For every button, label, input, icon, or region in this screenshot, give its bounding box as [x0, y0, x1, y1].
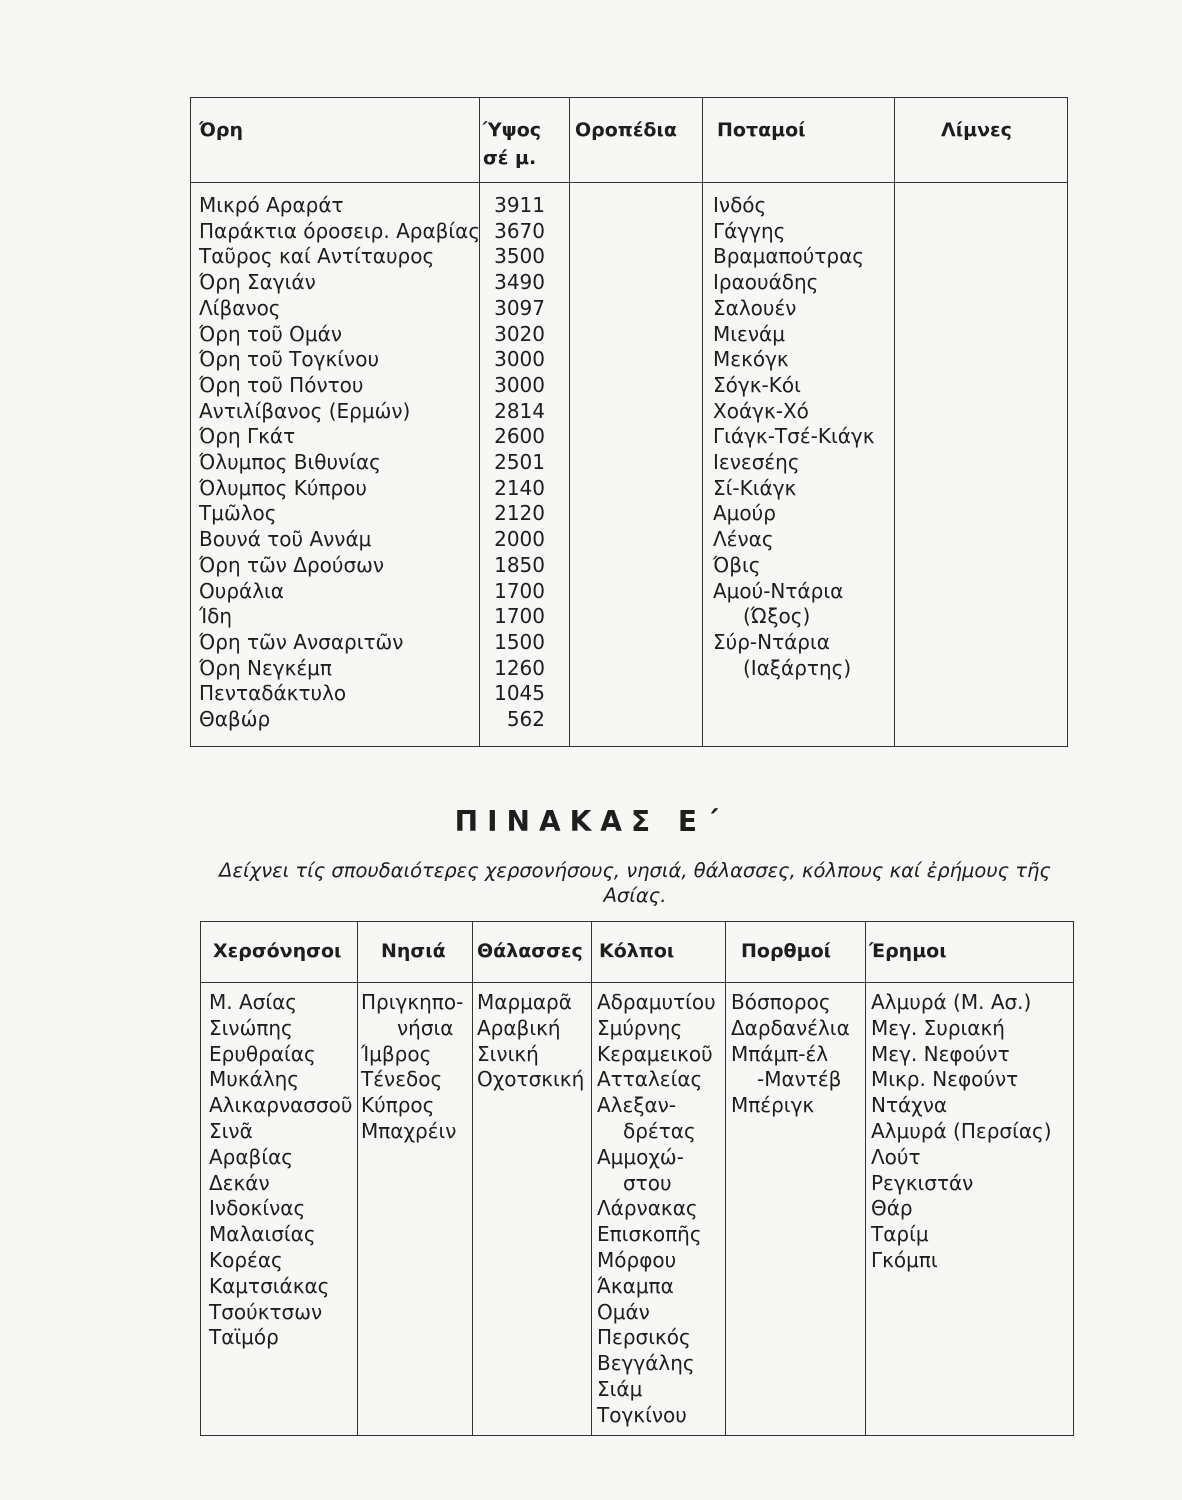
- height-value: 2000: [494, 527, 545, 552]
- height-value: 3097: [494, 295, 545, 320]
- island-name: νήσια: [397, 1015, 454, 1040]
- desert-name: Ταρίμ: [871, 1222, 929, 1247]
- rivers-column: [713, 193, 875, 681]
- strait-name: -Μαντέβ: [757, 1067, 842, 1092]
- mountain-name: Όλυμπος Κύπρου: [199, 475, 367, 500]
- gulf-name: Ομάν: [597, 1299, 650, 1324]
- gulf-name: Αμμοχώ-: [597, 1144, 684, 1169]
- header-plateaus: Οροπέδια: [575, 119, 677, 141]
- header-islands: Νησιά: [381, 940, 446, 962]
- gulf-name: Μόρφου: [597, 1247, 677, 1272]
- desert-name: Μεγ. Συριακή: [871, 1015, 1005, 1040]
- desert-name: Λούτ: [871, 1144, 921, 1169]
- gulf-name: δρέτας: [623, 1118, 696, 1143]
- gulf-name: Άκαμπα: [597, 1273, 674, 1298]
- height-value: 1045: [494, 681, 545, 706]
- header-rivers: Ποταμοί: [717, 119, 806, 141]
- header-straits: Πορθμοί: [741, 940, 832, 962]
- height-value: 2501: [494, 450, 545, 475]
- height-value: 1260: [494, 655, 545, 680]
- mountain-name: Όρη Νεγκέμπ: [199, 655, 332, 680]
- peninsula-name: Ερυθραίας: [209, 1041, 316, 1066]
- peninsula-name: Δεκάν: [209, 1170, 270, 1195]
- mountain-name: Τμῶλος: [199, 501, 277, 526]
- header-divider: [191, 182, 1067, 183]
- river-name: Βραμαπούτρας: [713, 244, 865, 269]
- height-value: 3670: [494, 218, 545, 243]
- column-divider: [357, 922, 358, 1435]
- desert-name: Ντάχνα: [871, 1093, 948, 1118]
- desert-name: Αλμυρά (Περσίας): [871, 1118, 1052, 1143]
- column-divider: [702, 98, 703, 746]
- gulf-name: Κεραμεικοῦ: [597, 1041, 713, 1066]
- river-name: Αμού-Ντάρια: [713, 578, 844, 603]
- desert-name: Ρεγκιστάν: [871, 1170, 974, 1195]
- strait-name: Μπάμπ-έλ: [731, 1041, 829, 1066]
- island-name: Τένεδος: [361, 1067, 443, 1092]
- desert-name: Θάρ: [871, 1196, 913, 1221]
- heights-column: [485, 193, 545, 733]
- islands-column: [361, 990, 463, 1145]
- gulf-name: Αλεξαν-: [597, 1093, 677, 1118]
- gulf-name: Αδραμυτίου: [597, 990, 716, 1014]
- mountain-name: Αντιλίβανος (Ερμών): [199, 398, 411, 423]
- mountain-name: Παράκτια όροσειρ. Αραβίας: [199, 218, 481, 243]
- island-name: Πριγκηπο-: [361, 990, 464, 1014]
- height-value: 2814: [494, 398, 545, 423]
- river-name: Ινδός: [713, 193, 767, 217]
- river-name: Χοάγκ-Χό: [713, 398, 809, 423]
- river-name: Μεκόγκ: [713, 347, 789, 372]
- river-name: Αμούρ: [713, 501, 776, 526]
- gulf-name: Σιάμ: [597, 1376, 643, 1401]
- sea-name: Σινική: [477, 1041, 539, 1066]
- mountain-name: Όρη τοῦ Ομάν: [199, 321, 343, 346]
- height-value: 1700: [494, 604, 545, 629]
- desert-name: Αλμυρά (Μ. Ασ.): [871, 990, 1032, 1014]
- river-name: Σύρ-Ντάρια: [713, 629, 830, 654]
- height-value: 3490: [494, 270, 545, 295]
- height-value: 562: [506, 707, 545, 732]
- mountain-name: Πενταδάκτυλο: [199, 681, 347, 706]
- peninsulas-deserts-table: [200, 921, 1074, 1436]
- header-lakes: Λίμνες: [941, 119, 1012, 141]
- river-name: (Ιαξάρτης): [743, 655, 852, 680]
- height-value: 2600: [494, 424, 545, 449]
- table-title: ΠΙΝΑΚΑΣ Ε΄: [454, 805, 728, 838]
- peninsula-name: Καμτσιάκας: [209, 1273, 330, 1298]
- header-height: Ύψος σέ μ.: [483, 119, 542, 169]
- mountain-name: Όρη τοῦ Τογκίνου: [199, 347, 380, 372]
- gulf-name: Περσικός: [597, 1325, 691, 1350]
- gulf-name: Σμύρνης: [597, 1015, 683, 1040]
- mountain-name: Ουράλια: [199, 578, 284, 603]
- river-name: Λένας: [713, 527, 774, 552]
- seas-column: [477, 990, 584, 1093]
- peninsulas-column: [209, 990, 352, 1351]
- peninsula-name: Μ. Ασίας: [209, 990, 298, 1014]
- sea-name: Αραβική: [477, 1015, 561, 1040]
- river-name: Ιενεσέης: [713, 450, 800, 475]
- river-name: Γάγγης: [713, 218, 786, 243]
- mountain-name: Όρη τῶν Δρούσων: [199, 552, 385, 577]
- sea-name: Οχοτσκική: [477, 1067, 585, 1092]
- column-divider: [894, 98, 895, 746]
- column-divider: [725, 922, 726, 1435]
- strait-name: Βόσπορος: [731, 990, 831, 1014]
- table-subtitle: Δείχνει τίς σπουδαιότερες χερσονήσους, νησιά, θάλασσες, κόλπους καί ἐρήμους τῆς Ασίας.: [219, 859, 1051, 907]
- mountain-name: Θαβώρ: [199, 707, 271, 732]
- mountain-name: Όρη τοῦ Πόντου: [199, 372, 364, 397]
- mountain-name: Όρη Γκάτ: [199, 424, 296, 449]
- river-name: Όβις: [713, 552, 761, 577]
- peninsula-name: Τσούκτσων: [209, 1299, 323, 1324]
- height-value: 1700: [494, 578, 545, 603]
- river-name: (Ώξος): [743, 604, 811, 629]
- desert-name: Μεγ. Νεφούντ: [871, 1041, 1010, 1066]
- mountains-rivers-table: [190, 97, 1068, 747]
- height-value: 3020: [494, 321, 545, 346]
- gulf-name: Βεγγάλης: [597, 1351, 695, 1376]
- peninsula-name: Σινᾶ: [209, 1118, 253, 1143]
- island-name: Κύπρος: [361, 1093, 435, 1118]
- island-name: Ίμβρος: [361, 1041, 432, 1066]
- river-name: Γιάγκ-Τσέ-Κιάγκ: [713, 424, 875, 449]
- peninsula-name: Μαλαισίας: [209, 1222, 316, 1247]
- mountain-name: Όρη τῶν Ανσαριτῶν: [199, 629, 404, 654]
- gulf-name: στου: [623, 1170, 672, 1195]
- height-value: 1850: [494, 552, 545, 577]
- height-value: 2140: [494, 475, 545, 500]
- river-name: Ιραουάδης: [713, 270, 819, 295]
- mountain-name: Ίδη: [199, 604, 233, 629]
- strait-name: Δαρδανέλια: [731, 1015, 850, 1040]
- header-peninsulas: Χερσόνησοι: [213, 940, 342, 962]
- header-seas: Θάλασσες: [477, 940, 583, 962]
- height-value: 3911: [494, 193, 545, 217]
- peninsula-name: Αλικαρνασσοῦ: [209, 1093, 353, 1118]
- column-divider: [472, 922, 473, 1435]
- river-name: Μιενάμ: [713, 321, 785, 346]
- peninsula-name: Αραβίας: [209, 1144, 294, 1169]
- sea-name: Μαρμαρᾶ: [477, 990, 572, 1014]
- mountain-name: Μικρό Αραράτ: [199, 193, 344, 217]
- desert-name: Γκόμπι: [871, 1247, 938, 1272]
- height-value: 1500: [494, 629, 545, 654]
- peninsula-name: Ταϊμόρ: [209, 1325, 279, 1350]
- mountain-name: Λίβανος: [199, 295, 281, 320]
- mountain-name: Όρη Σαγιάν: [199, 270, 316, 295]
- header-divider: [201, 982, 1073, 983]
- river-name: Σόγκ-Κόι: [713, 372, 801, 397]
- strait-name: Μπέριγκ: [731, 1093, 815, 1118]
- peninsula-name: Ινδοκίνας: [209, 1196, 306, 1221]
- mountains-column: [199, 193, 480, 733]
- gulf-name: Λάρνακας: [597, 1196, 698, 1221]
- peninsula-name: Σινώπης: [209, 1015, 293, 1040]
- island-name: Μπαχρέιν: [361, 1118, 457, 1143]
- header-mountains: Όρη: [199, 119, 244, 141]
- deserts-column: [871, 990, 1052, 1274]
- mountain-name: Όλυμπος Βιθυνίας: [199, 450, 381, 475]
- river-name: Σαλουέν: [713, 295, 797, 320]
- desert-name: Μικρ. Νεφούντ: [871, 1067, 1019, 1092]
- height-value: 2120: [494, 501, 545, 526]
- height-value: 3000: [494, 347, 545, 372]
- column-divider: [569, 98, 570, 746]
- height-value: 3500: [494, 244, 545, 269]
- peninsula-name: Μυκάλης: [209, 1067, 300, 1092]
- river-name: Σί-Κιάγκ: [713, 475, 797, 500]
- header-gulfs: Κόλποι: [599, 940, 675, 962]
- straits-column: [731, 990, 850, 1119]
- mountain-name: Βουνά τοῦ Αννάμ: [199, 527, 372, 552]
- peninsula-name: Κορέας: [209, 1247, 283, 1272]
- header-deserts: Έρημοι: [869, 940, 947, 962]
- gulf-name: Επισκοπῆς: [597, 1222, 702, 1247]
- gulf-name: Ατταλείας: [597, 1067, 703, 1092]
- gulfs-column: [597, 990, 716, 1429]
- column-divider: [865, 922, 866, 1435]
- gulf-name: Τογκίνου: [597, 1402, 687, 1427]
- height-value: 3000: [494, 372, 545, 397]
- mountain-name: Ταῦρος καί Αντίταυρος: [199, 244, 435, 269]
- column-divider: [591, 922, 592, 1435]
